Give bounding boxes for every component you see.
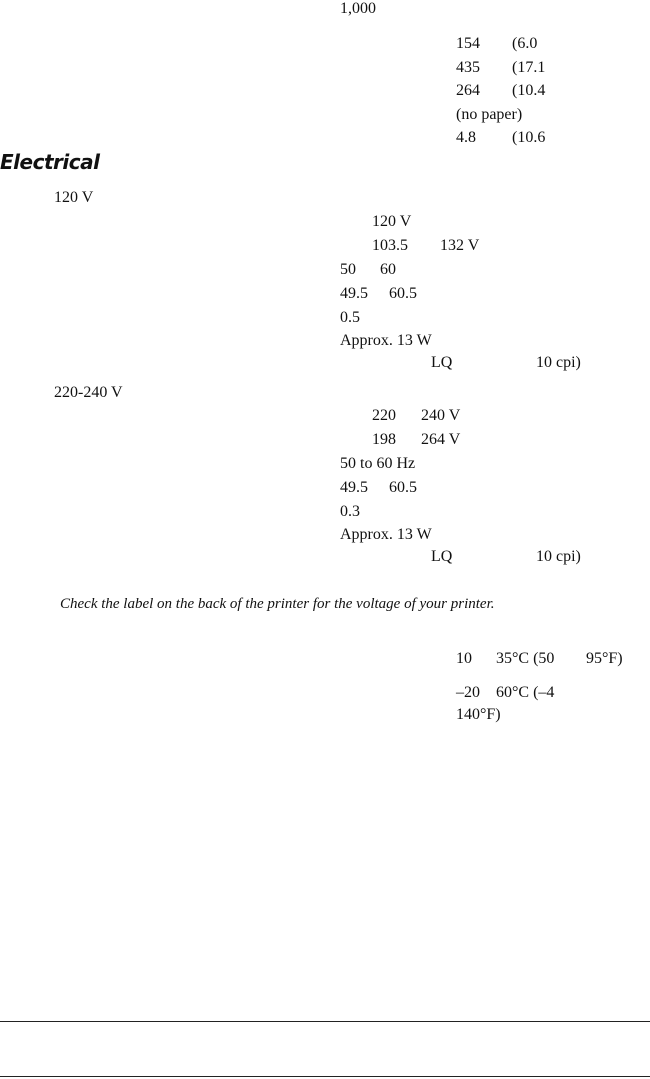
model-label-120v: 120 V [54,189,94,206]
freq-input-min: 49.5 [340,479,368,496]
voltage-range-max: 132 V [440,237,480,254]
operating-temp-max: 35°C (50 [496,650,555,667]
voltage-range-min: 103.5 [372,237,408,254]
freq-range: 50 to 60 Hz [340,455,416,472]
storage-temp-f-max: 140°F) [456,706,501,723]
spec-detail: (17.1 [512,59,546,76]
spec-value: (no paper) [456,106,523,123]
spec-detail: (10.4 [512,82,546,99]
freq-input-min: 49.5 [340,285,368,302]
voltage-range-min: 198 [372,431,396,448]
spec-detail: (6.0 [512,35,538,52]
model-label-220-240v: 220-240 V [54,384,123,401]
storage-temp-min: –20 [456,684,480,701]
bottom-rule [0,1076,650,1077]
power-note-lq: LQ [431,354,453,371]
freq-range-min: 50 [340,261,356,278]
freq-input-max: 60.5 [389,479,417,496]
voltage-range-max: 264 V [421,431,461,448]
rated-voltage-max: 240 V [421,407,461,424]
storage-temp-max: 60°C (–4 [496,684,555,701]
rated-voltage-120: 120 V [372,213,412,230]
freq-range-max: 60 [380,261,396,278]
voltage-note: Check the label on the back of the printer for the voltage of your printer. [60,596,495,612]
rated-voltage-min: 220 [372,407,396,424]
operating-temp-f-max: 95°F) [586,650,623,667]
power-note-cpi: 10 cpi) [536,354,581,371]
spec-detail: (10.6 [512,129,546,146]
current-value: 0.5 [340,309,360,326]
footer-rule [0,1021,650,1022]
spec-value: 264 [456,82,480,99]
power-value: Approx. 13 W [340,526,432,543]
spec-value: 154 [456,35,480,52]
spec-value-1000: 1,000 [340,0,376,17]
spec-value: 4.8 [456,129,476,146]
freq-input-max: 60.5 [389,285,417,302]
section-heading-electrical: Electrical [0,150,100,174]
current-value: 0.3 [340,503,360,520]
power-note-lq: LQ [431,548,453,565]
power-note-cpi: 10 cpi) [536,548,581,565]
power-value: Approx. 13 W [340,332,432,349]
spec-value: 435 [456,59,480,76]
operating-temp-min: 10 [456,650,472,667]
